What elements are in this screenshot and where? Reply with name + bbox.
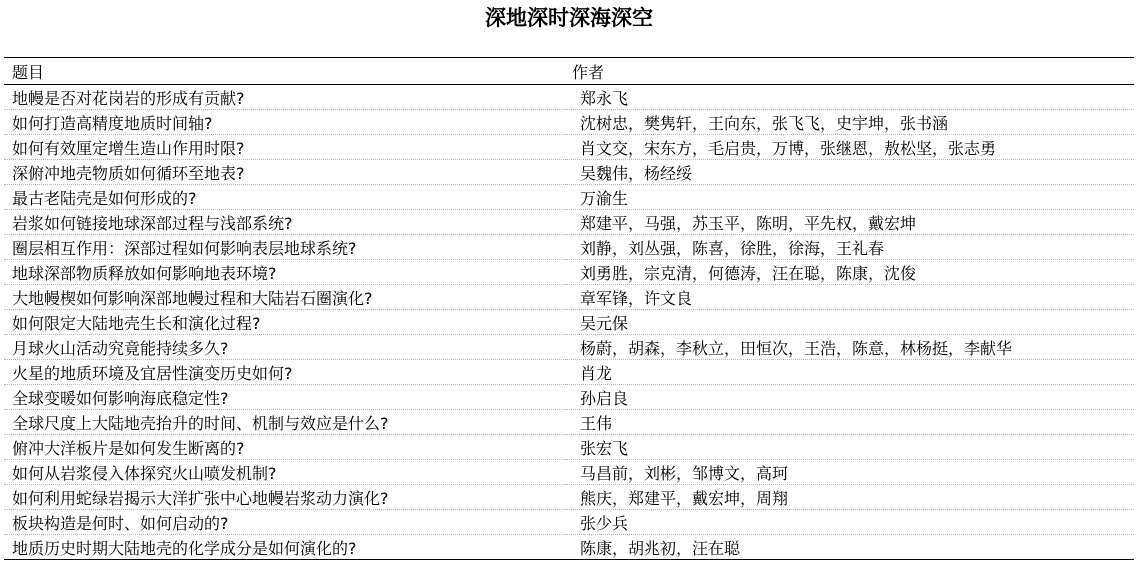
authors-cell: 肖龙 (566, 360, 1134, 385)
authors-cell: 陈康，胡兆初，汪在聪 (566, 535, 1134, 560)
authors-cell: 张宏飞 (566, 435, 1134, 460)
topic-cell: 全球变暖如何影响海底稳定性? (4, 385, 566, 410)
topic-cell: 圈层相互作用：深部过程如何影响表层地球系统? (4, 235, 566, 260)
authors-cell: 张少兵 (566, 510, 1134, 535)
authors-cell: 刘勇胜，宗克清，何德涛，汪在聪，陈康，沈俊 (566, 260, 1134, 285)
topic-cell: 地幔是否对花岗岩的形成有贡献? (4, 85, 566, 110)
topic-cell: 俯冲大洋板片是如何发生断离的? (4, 435, 566, 460)
column-header-topic: 题目 (4, 58, 566, 85)
questions-table (4, 57, 1134, 560)
table-row (4, 235, 1134, 260)
table-row (4, 435, 1134, 460)
table-row (4, 460, 1134, 485)
topic-cell: 大地幔楔如何影响深部地幔过程和大陆岩石圈演化? (4, 285, 566, 310)
topic-cell: 全球尺度上大陆地壳抬升的时间、机制与效应是什么? (4, 410, 566, 435)
topic-cell: 地球深部物质释放如何影响地表环境? (4, 260, 566, 285)
authors-cell: 郑永飞 (566, 85, 1134, 110)
topic-cell: 火星的地质环境及宜居性演变历史如何? (4, 360, 566, 385)
table-row (4, 210, 1134, 235)
table-row (4, 110, 1134, 135)
topic-cell: 如何利用蛇绿岩揭示大洋扩张中心地幔岩浆动力演化? (4, 485, 566, 510)
topic-cell: 如何打造高精度地质时间轴? (4, 110, 566, 135)
table-row (4, 135, 1134, 160)
table-row (4, 160, 1134, 185)
authors-cell: 万渝生 (566, 185, 1134, 210)
page-title: 深地深时深海深空 (485, 5, 653, 30)
authors-cell: 郑建平，马强，苏玉平，陈明，平先权，戴宏坤 (566, 210, 1134, 235)
table-row (4, 310, 1134, 335)
table-row (4, 510, 1134, 535)
table-header-row (4, 58, 1134, 85)
table-row (4, 285, 1134, 310)
authors-cell: 孙启良 (566, 385, 1134, 410)
table-row (4, 85, 1134, 110)
topic-cell: 如何限定大陆地壳生长和演化过程? (4, 310, 566, 335)
topic-cell: 如何有效厘定增生造山作用时限? (4, 135, 566, 160)
column-header-authors: 作者 (566, 58, 1134, 85)
table-row (4, 410, 1134, 435)
table-row (4, 185, 1134, 210)
topic-cell: 板块构造是何时、如何启动的? (4, 510, 566, 535)
authors-cell: 肖文交，宋东方，毛启贵，万博，张继恩，敖松坚，张志勇 (566, 135, 1134, 160)
authors-cell: 熊庆，郑建平，戴宏坤，周翔 (566, 485, 1134, 510)
authors-cell: 马昌前，刘彬，邹博文，高珂 (566, 460, 1134, 485)
authors-cell: 王伟 (566, 410, 1134, 435)
topic-cell: 地质历史时期大陆地壳的化学成分是如何演化的? (4, 535, 566, 560)
table-body (4, 85, 1134, 560)
topic-cell: 深俯冲地壳物质如何循环至地表? (4, 160, 566, 185)
topic-cell: 如何从岩浆侵入体探究火山喷发机制? (4, 460, 566, 485)
authors-cell: 章军锋，许文良 (566, 285, 1134, 310)
table-row (4, 260, 1134, 285)
table-row (4, 360, 1134, 385)
authors-cell: 杨蔚，胡森，李秋立，田恒次，王浩，陈意，林杨挺，李献华 (566, 335, 1134, 360)
topic-cell: 最古老陆壳是如何形成的? (4, 185, 566, 210)
authors-cell: 吴元保 (566, 310, 1134, 335)
topic-cell: 月球火山活动究竟能持续多久? (4, 335, 566, 360)
table-row (4, 535, 1134, 560)
authors-cell: 刘静，刘丛强，陈喜，徐胜，徐海，王礼春 (566, 235, 1134, 260)
authors-cell: 吴魏伟，杨经绥 (566, 160, 1134, 185)
authors-cell: 沈树忠，樊隽轩，王向东，张飞飞，史宇坤，张书涵 (566, 110, 1134, 135)
table-row (4, 385, 1134, 410)
topic-cell: 岩浆如何链接地球深部过程与浅部系统? (4, 210, 566, 235)
table-row (4, 485, 1134, 510)
table-row (4, 335, 1134, 360)
